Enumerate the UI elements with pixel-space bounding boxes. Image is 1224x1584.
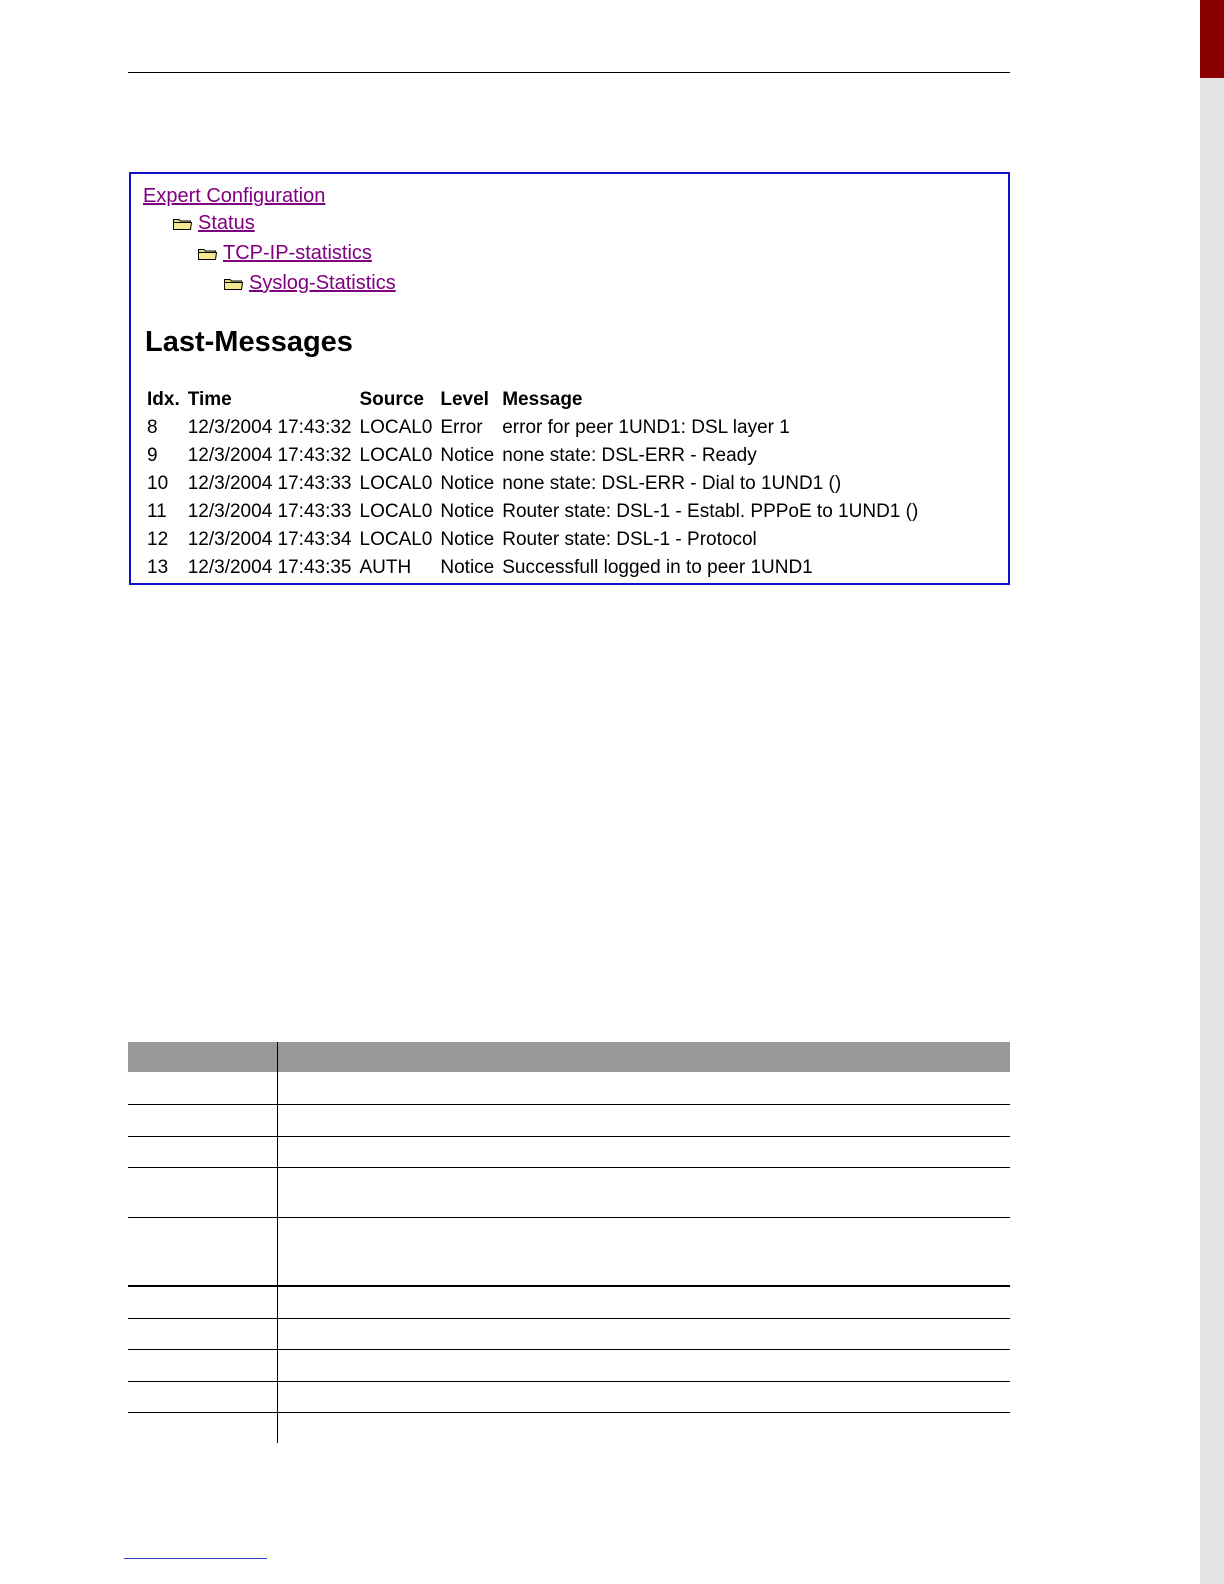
column-header-level: Level: [440, 389, 489, 410]
table-row: [128, 1137, 1010, 1168]
cell-level: Error: [440, 417, 483, 438]
cell-level: Notice: [440, 445, 495, 466]
table-row: [128, 1350, 1010, 1382]
cell-source: LOCAL0: [359, 529, 433, 550]
breadcrumb-expert-configuration[interactable]: Expert Configuration: [143, 185, 326, 207]
cell-level: Notice: [440, 473, 495, 494]
cell-message: Router state: DSL-1 - Protocol: [502, 529, 757, 550]
cell-message: error for peer 1UND1: DSL layer 1: [502, 417, 790, 438]
parameter-table-header-cell: [128, 1042, 277, 1072]
column-header-source: Source: [359, 389, 424, 410]
cell-time: 12/3/2004 17:43:35: [187, 557, 352, 578]
cell-time: 12/3/2004 17:43:33: [187, 473, 352, 494]
table-row: [143, 526, 922, 554]
page-edge-tab-marker: [1200, 0, 1224, 78]
cell-message: none state: DSL-ERR - Ready: [502, 445, 757, 466]
table-row: [128, 1382, 1010, 1413]
header-rule: [128, 72, 1010, 73]
column-header-time: Time: [187, 389, 232, 410]
cell-level: Notice: [440, 501, 495, 522]
cell-message: Router state: DSL-1 - Establ. PPPoE to 1UND1 (): [502, 501, 919, 522]
breadcrumb-syslog-statistics[interactable]: Syslog-Statistics: [249, 272, 396, 294]
table-row: [128, 1168, 1010, 1218]
cell-idx: 9: [147, 445, 158, 466]
table-row: [143, 414, 922, 442]
cell-source: AUTH: [359, 557, 412, 578]
cell-message: Successfull logged in to peer 1UND1: [502, 557, 813, 578]
folder-icon: [173, 218, 192, 230]
cell-message: none state: DSL-ERR - Dial to 1UND1 (): [502, 473, 842, 494]
cell-time: 12/3/2004 17:43:32: [187, 417, 352, 438]
column-header-idx: Idx.: [147, 389, 180, 410]
folder-icon: [198, 248, 217, 260]
screenshot-frame: [129, 172, 1010, 585]
table-header-row: [143, 386, 922, 414]
breadcrumb-tcp-ip-statistics[interactable]: TCP-IP-statistics: [223, 242, 372, 264]
footer-rule: [124, 1558, 267, 1559]
table-row: [128, 1287, 1010, 1319]
cell-time: 12/3/2004 17:43:32: [187, 445, 352, 466]
cell-source: LOCAL0: [359, 445, 433, 466]
table-row: [143, 470, 922, 498]
cell-source: LOCAL0: [359, 501, 433, 522]
table-row: [128, 1319, 1010, 1350]
cell-idx: 11: [147, 501, 167, 522]
cell-idx: 8: [147, 417, 158, 438]
last-messages-table: [143, 386, 922, 582]
cell-idx: 13: [147, 557, 169, 578]
table-row: [143, 442, 922, 470]
breadcrumb-status[interactable]: Status: [198, 212, 255, 234]
parameter-table-header: [128, 1042, 1010, 1072]
cell-idx: 12: [147, 529, 169, 550]
page-title: Last-Messages: [145, 326, 353, 358]
cell-level: Notice: [440, 557, 495, 578]
cell-time: 12/3/2004 17:43:34: [187, 529, 352, 550]
cell-source: LOCAL0: [359, 473, 433, 494]
table-row: [128, 1072, 1010, 1105]
page-edge-tab: [1200, 0, 1224, 1584]
table-row: [143, 554, 922, 582]
table-row: [143, 498, 922, 526]
cell-level: Notice: [440, 529, 495, 550]
folder-icon: [224, 278, 243, 290]
table-row: [128, 1105, 1010, 1137]
column-header-message: Message: [502, 389, 583, 410]
cell-time: 12/3/2004 17:43:33: [187, 501, 352, 522]
cell-idx: 10: [147, 473, 169, 494]
column-divider: [277, 1042, 278, 1443]
cell-source: LOCAL0: [359, 417, 433, 438]
table-row: [128, 1218, 1010, 1287]
